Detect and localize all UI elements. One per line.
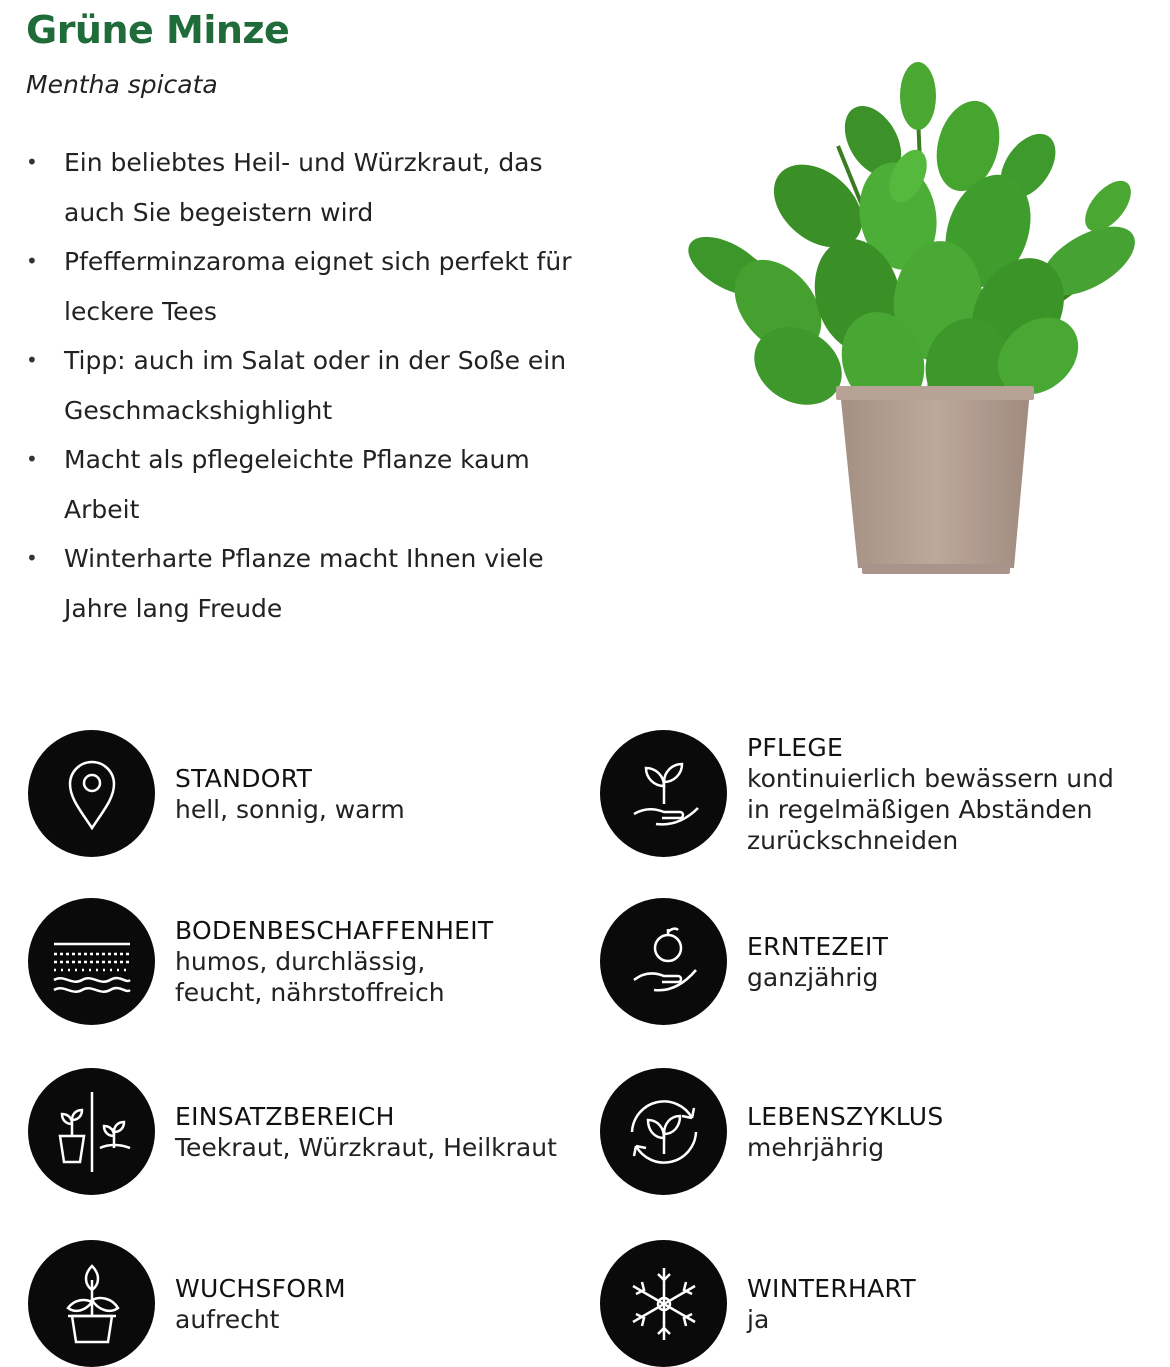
bullet-item: • Macht als pflegeleichte Pflanze kaum Arbeit: [26, 435, 606, 534]
location-pin-icon: [28, 730, 155, 857]
latin-name: Mentha spicata: [26, 70, 218, 99]
feature-pflege: [600, 730, 1160, 857]
feature-wuchs: [28, 1240, 346, 1367]
soil-layers-icon: [28, 898, 155, 1025]
pot-and-ground-icon: [28, 1068, 155, 1195]
feature-value: aufrecht: [175, 1304, 280, 1334]
feature-zyklus: [600, 1068, 943, 1195]
feature-heading: WINTERHART: [747, 1273, 916, 1303]
feature-standort: [28, 730, 405, 857]
feature-heading: EINSATZBEREICH: [175, 1101, 395, 1131]
feature-heading: LEBENSZYKLUS: [747, 1101, 944, 1131]
feature-heading: BODENBESCHAFFENHEIT: [175, 916, 494, 945]
feature-value: Teekraut, Würzkraut, Heilkraut: [175, 1132, 557, 1162]
feature-value: hell, sonnig, warm: [175, 794, 405, 824]
harvest-hand-icon: [600, 898, 727, 1025]
feature-ernte: [600, 898, 888, 1025]
bullet-item: • Ein beliebtes Heil- und Würzkraut, das auch Sie begeistern wird: [26, 138, 606, 237]
bullet-item: • Tipp: auch im Salat oder in der Soße ein Geschmackshighlight: [26, 336, 606, 435]
feature-einsatz: [28, 1068, 557, 1195]
feature-heading: ERNTEZEIT: [747, 931, 889, 961]
bullet-item: • Pfefferminzaroma eignet sich perfekt für leckere Tees: [26, 237, 606, 336]
feature-boden: [28, 898, 494, 1025]
mint-plant-image: [668, 56, 1164, 586]
feature-bullet-list: [26, 138, 606, 633]
seedling-hand-icon: [600, 730, 727, 857]
life-cycle-icon: [600, 1068, 727, 1195]
bullet-item: • Winterharte Pflanze macht Ihnen viele Jahre lang Freude: [26, 534, 606, 633]
product-title: Grüne Minze: [26, 8, 290, 52]
feature-heading: WUCHSFORM: [175, 1273, 346, 1303]
feature-value: kontinuierlich bewässern und in regelmäßigen Abständen zurückschneiden: [747, 763, 1114, 855]
potted-plant-icon: [28, 1240, 155, 1367]
feature-value: mehrjährig: [747, 1132, 885, 1162]
feature-value: ganzjährig: [747, 962, 879, 992]
feature-value: humos, durchlässig, feucht, nährstoffreich: [175, 947, 445, 1007]
feature-heading: STANDORT: [175, 763, 313, 793]
feature-value: ja: [747, 1304, 770, 1334]
feature-heading: PFLEGE: [747, 732, 844, 762]
snowflake-icon: [600, 1240, 727, 1367]
feature-winter: [600, 1240, 916, 1367]
